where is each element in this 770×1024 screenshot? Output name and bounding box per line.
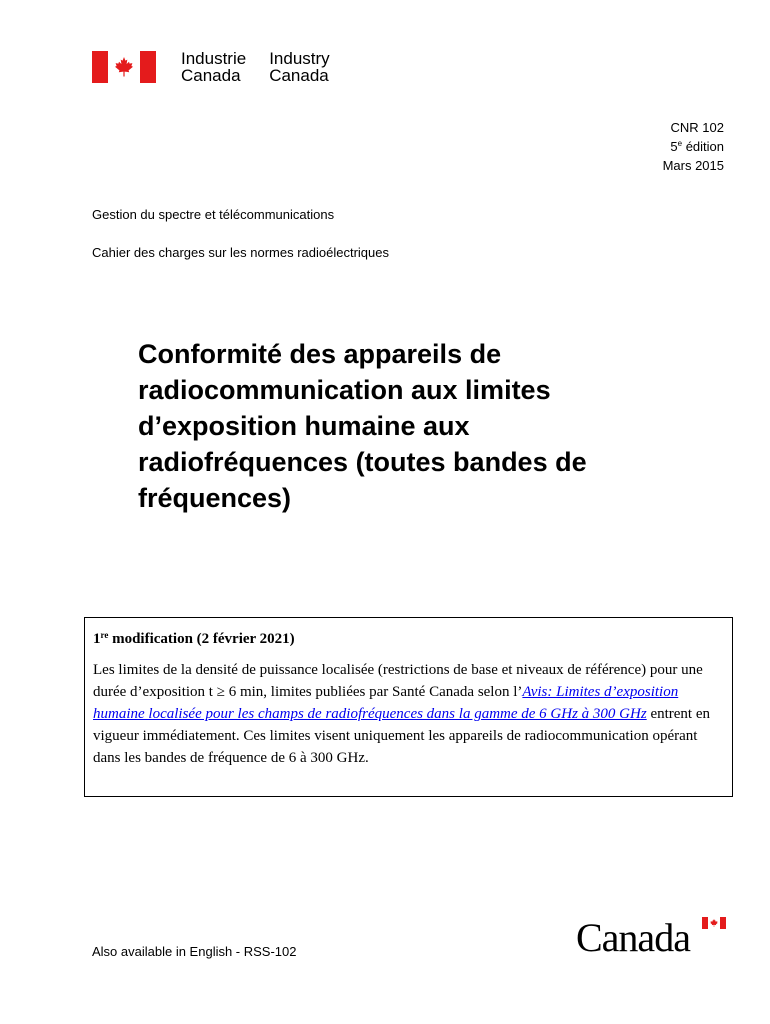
health-canada-notice-link[interactable]: Avis: Limites d’exposition humaine localisée pour les champs de radiofréquences dans la gamme de 6 GHz à 300 GHz <box>93 684 679 722</box>
canada-wordmark <box>576 914 726 958</box>
canada-wordmark-text: Canada <box>576 915 690 960</box>
document-identifier <box>663 118 724 175</box>
document-date: Mars 2015 <box>662 158 724 173</box>
sector-name: Gestion du spectre et télécommunications <box>92 207 335 222</box>
department-name <box>181 50 330 84</box>
canada-wordmark-flag-icon <box>702 917 726 929</box>
document-edition: 5e édition <box>670 139 724 154</box>
canada-flag-icon <box>92 51 156 83</box>
english-version-note: Also available in English - RSS-102 <box>92 944 297 959</box>
amendment-notice <box>84 617 733 797</box>
department-name-en: Industry Canada <box>269 49 330 85</box>
government-header <box>92 50 330 84</box>
amendment-text: Les limites de la densité de puissance localisée (restrictions de base et niveaux de référence) pour une durée d’exposition t ≥ 6 min, limites publiées par Santé Canada selon l’Avis: Limites d’exposition humaine localisée pour les champs de radiofréquences dans la gamme de 6 GHz à 300 GHz entrent en vigueur immédiatement. Ces limites visent uniquement les appareils de radiocommunication opérant dans les bandes de fréquence de 6 à 300 GHz. <box>93 662 710 766</box>
document-title: Conformité des appareils de radiocommunication aux limites d’exposition humaine aux radiofréquences (toutes bandes de fréquences) <box>138 339 587 513</box>
series-name: Cahier des charges sur les normes radioélectriques <box>92 245 389 260</box>
document-number: CNR 102 <box>670 120 724 135</box>
department-name-fr: Industrie Canada <box>181 49 247 85</box>
amendment-heading: 1re modification (2 février 2021) <box>93 630 295 647</box>
